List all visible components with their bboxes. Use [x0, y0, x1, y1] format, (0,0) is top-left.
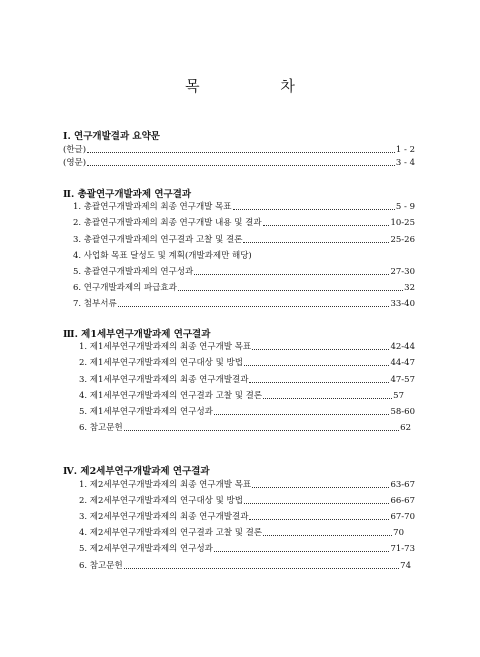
entry-page: 58-60: [390, 407, 415, 417]
entry-page: 32: [404, 283, 415, 293]
entry-label: 6. 참고문헌: [79, 423, 123, 433]
toc-entry[interactable]: [79, 342, 415, 352]
toc-entry[interactable]: [73, 283, 415, 293]
dot-leader: [249, 518, 389, 520]
entry-label: 4. 제1세부연구개발과제의 연구결과 고찰 및 결론: [79, 391, 263, 401]
entry-page: 74: [400, 561, 411, 571]
entry-page: 66-67: [390, 496, 415, 506]
dot-leader: [118, 305, 390, 307]
entry-page: 63-67: [390, 480, 415, 490]
dot-leader: [124, 567, 400, 569]
section-heading: Ⅳ. 제2세부연구개발과제 연구결과: [63, 466, 210, 477]
toc-entry[interactable]: [79, 391, 404, 401]
entry-page: 57: [393, 391, 404, 401]
entry-label: 2. 총괄연구개발과제의 최종 연구개발 내용 및 결과: [73, 218, 262, 228]
entry-label: 2. 제2세부연구개발과제의 연구대상 및 방법: [79, 496, 243, 506]
dot-leader: [194, 273, 389, 275]
toc-entry[interactable]: [79, 561, 411, 571]
entry-label: 5. 제1세부연구개발과제의 연구성과: [79, 407, 213, 417]
entry-label: 3. 제1세부연구개발과제의 최종 연구개발결과: [79, 375, 249, 385]
section-heading: Ⅱ. 총괄연구개발과제 연구결과: [63, 189, 192, 200]
dot-leader: [243, 241, 389, 243]
entry-label: 6. 연구개발과제의 파급효과: [73, 283, 177, 293]
entry-label: 2. 제1세부연구개발과제의 연구대상 및 방법: [79, 358, 243, 368]
entry-page: 71-73: [390, 544, 415, 554]
entry-label: 4. 사업화 목표 달성도 및 계획(개발과제만 해당): [73, 251, 252, 261]
toc-entry[interactable]: [79, 496, 415, 506]
dot-leader: [252, 486, 389, 488]
toc-entry[interactable]: [79, 544, 415, 554]
toc-entry[interactable]: [63, 145, 415, 155]
toc-entry[interactable]: [79, 423, 411, 433]
entry-label: 3. 제2세부연구개발과제의 최종 연구개발결과: [79, 512, 249, 522]
entry-label: 3. 총괄연구개발과제의 연구결과 고찰 및 결론: [73, 235, 243, 245]
toc-entry[interactable]: [79, 358, 415, 368]
toc-entry[interactable]: [73, 267, 415, 277]
dot-leader: [87, 151, 395, 153]
dot-leader: [124, 429, 400, 431]
entry-page: 25-26: [390, 235, 415, 245]
toc-entry[interactable]: [79, 512, 415, 522]
dot-leader: [244, 364, 390, 366]
entry-label: 1. 제2세부연구개발과제의 최종 연구개발 목표: [79, 480, 252, 490]
entry-page: 47-57: [390, 375, 415, 385]
dot-leader: [263, 534, 392, 536]
dot-leader: [249, 381, 389, 383]
toc-entry[interactable]: [79, 375, 415, 385]
entry-page: 62: [400, 423, 411, 433]
entry-label: 5. 제2세부연구개발과제의 연구성과: [79, 544, 213, 554]
toc-entry[interactable]: [63, 158, 415, 168]
entry-label: 5. 총괄연구개발과제의 연구성과: [73, 267, 194, 277]
dot-leader: [244, 502, 390, 504]
dot-leader: [263, 224, 390, 226]
dot-leader: [233, 208, 395, 210]
toc-entry[interactable]: [73, 251, 415, 261]
entry-label: 1. 제1세부연구개발과제의 최종 연구개발 목표: [79, 342, 252, 352]
entry-page: 3 - 4: [395, 158, 415, 168]
page-title: 목 차: [185, 77, 333, 95]
entry-label: 6. 참고문헌: [79, 561, 123, 571]
dot-leader: [253, 258, 414, 259]
toc-entry[interactable]: [79, 528, 404, 538]
entry-label: 1. 총괄연구개발과제의 최종 연구개발 목표: [73, 202, 232, 212]
toc-entry[interactable]: [73, 299, 415, 309]
section-heading: Ⅲ. 제1세부연구개발과제 연구결과: [63, 329, 211, 340]
toc-entry[interactable]: [79, 407, 415, 417]
entry-page: 5 - 9: [395, 202, 415, 212]
entry-label: 7. 첨부서류: [73, 299, 117, 309]
entry-page: 44-47: [390, 358, 415, 368]
entry-page: 67-70: [390, 512, 415, 522]
entry-label: (영문): [63, 158, 87, 168]
toc-entry[interactable]: [73, 235, 415, 245]
dot-leader: [87, 164, 395, 166]
entry-page: 70: [393, 528, 404, 538]
dot-leader: [263, 397, 392, 399]
toc-entry[interactable]: [79, 480, 415, 490]
entry-page: 1 - 2: [395, 145, 415, 155]
dot-leader: [252, 348, 389, 350]
toc-entry[interactable]: [73, 202, 415, 212]
entry-page: 10-25: [390, 218, 415, 228]
dot-leader: [214, 413, 390, 415]
entry-label: 4. 제2세부연구개발과제의 연구결과 고찰 및 결론: [79, 528, 263, 538]
dot-leader: [178, 289, 403, 291]
entry-page: 33-40: [390, 299, 415, 309]
section-heading: Ⅰ. 연구개발결과 요약문: [63, 131, 160, 142]
entry-label: (한글): [63, 145, 87, 155]
entry-page: 42-44: [390, 342, 415, 352]
entry-page: 27-30: [390, 267, 415, 277]
dot-leader: [214, 550, 390, 552]
toc-entry[interactable]: [73, 218, 415, 228]
